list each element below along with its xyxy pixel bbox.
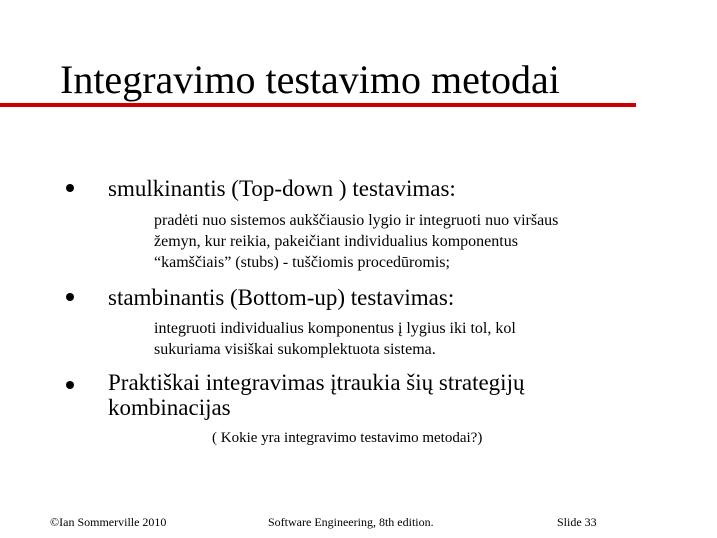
bullet-2-detail-line-2: sukuriama visiškai sukomplektuota sistema. xyxy=(154,341,436,358)
bullet-1-detail xyxy=(154,210,558,273)
bullet-dot-1 xyxy=(66,184,74,192)
bullet-dot-3 xyxy=(66,381,74,389)
footer-copyright: ©Ian Sommerville 2010 xyxy=(50,515,167,529)
bullet-2-detail xyxy=(154,318,516,360)
bullet-3-text-line-2: kombinacijas xyxy=(108,395,231,420)
bullet-1-detail-line-3: “kamščiais” (stubs) - tuščiomis procedūromis; xyxy=(154,254,450,271)
bullet-1-detail-line-2: žemyn, kur reikia, pakeičiant individualius komponentus xyxy=(154,233,518,250)
footer-slide-number: Slide 33 xyxy=(557,515,597,529)
bullet-2-detail-line-1: integruoti individualius komponentus į lygius iki tol, kol xyxy=(154,320,516,337)
bullet-3-text xyxy=(108,370,524,420)
title-underline xyxy=(0,103,636,107)
bullet-1-detail-line-1: pradėti nuo sistemos aukščiausio lygio ir integruoti nuo viršaus xyxy=(154,212,559,229)
bullet-1-text: smulkinantis (Top-down ) testavimas: xyxy=(108,176,456,201)
question-note: ( Kokie yra integravimo testavimo metodai?) xyxy=(212,430,483,446)
slide-title: Integravimo testavimo metodai xyxy=(60,57,560,102)
bullet-3-text-line-1: Praktiškai integravimas įtraukia šių strategijų xyxy=(108,370,525,395)
bullet-2-text: stambinantis (Bottom-up) testavimas: xyxy=(108,285,455,310)
footer-book: Software Engineering, 8th edition. xyxy=(268,515,434,529)
bullet-dot-2 xyxy=(66,293,74,301)
